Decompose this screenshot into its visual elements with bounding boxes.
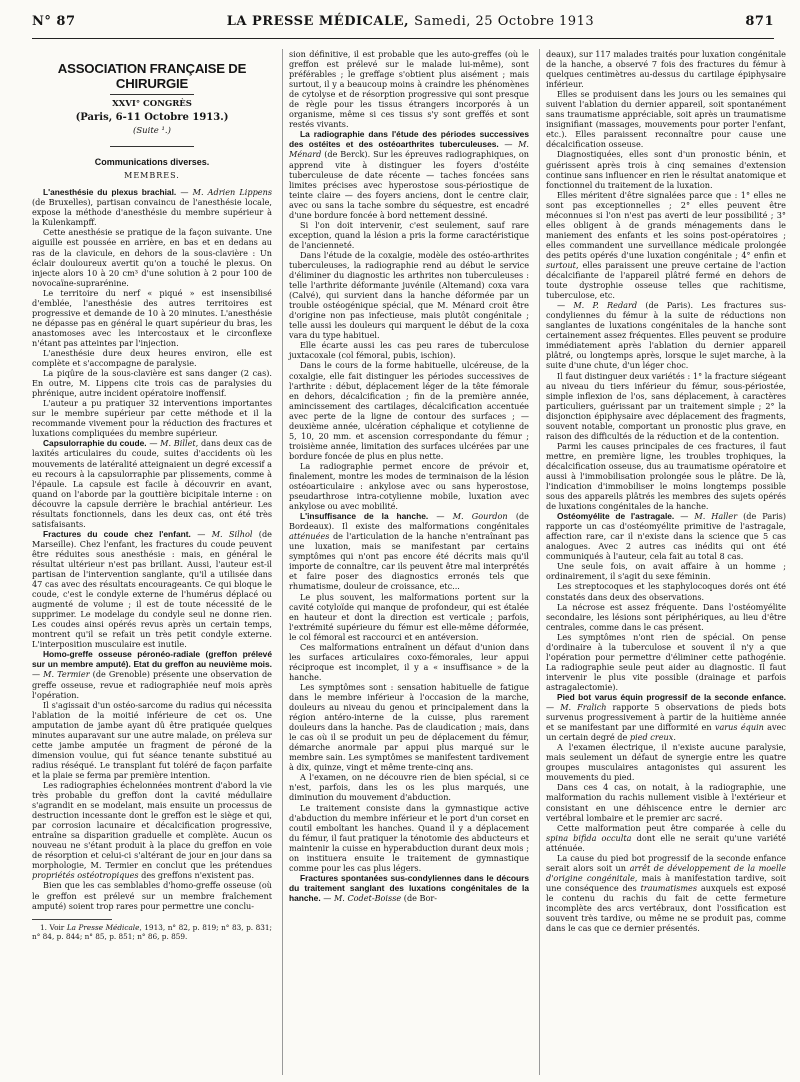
footnote-rule: [32, 919, 112, 920]
paragraph: La cause du pied bot progressif de la seconde enfance serait alors soit un arrêt de développement de la moelle d'origine congénitale, mais à manifestation tardive, soit une conséquence des traumatismes auxquels est exposé le contenu du rachis du fait de cette fermeture incomplète des arcs vertébraux, dont l'ossification est souvent très tardive, ou même ne se produit pas, comme dans le cas que ce dernier présentés.: [546, 852, 786, 934]
issue-date: Samedi, 25 Octobre 1913: [414, 14, 595, 29]
paragraph: Bien que les cas semblables d'homo-greffe osseuse (où le greffon est prélevé sur un membre fraîchement amputé) soient trop rares pour permettre une conclu-: [32, 880, 272, 911]
column-1: [32, 49, 272, 1075]
section-heading: Communications diverses.: [94, 157, 210, 168]
text-columns: [32, 49, 786, 1075]
paragraph: Le traitement consiste dans la gymnastique active d'abduction du membre inférieur et le port d'un corset en coutil emboîtant les hanches. Quand il y a déplacement du fémur, il faut pratiquer la ténotomie des abducteurs et maintenir la cuisse en hyperabduction durant deux mois ; on instituera ensuite le traitement de gymnastique comme pour les cas plus légers.: [289, 802, 529, 873]
paragraph: Il faut distinguer deux variétés : 1° la fracture siégeant au niveau du tiers inférieur du fémur, sous-périostée, simple inflexion de l'os, sans déplacement, à caractères particuliers, guérissant par un traitement simple ; 2° la disjonction épiphysaire avec déplacement des fragments, souvent notable, comportant un pronostic plus grave, en raison des difficultés de la réduction et de la contention.: [546, 370, 786, 441]
paragraph: Dans le cours de la forme habituelle, ulcéreuse, de la coxalgie, elle fait distinguer les périodes successives de l'arthrite : début, déplacement léger de la tête fémorale en dehors, décalcification ; fin de la première année, amincissement des cartilages, décalcification accentuée avec perte de la ligne de contour des surfaces ; — deuxième année, ulcération céphalique et cotylienne de 5, 10, 20 mm. et ascension correspondante du fémur ; troisième année, limitation des surfaces ulcérées par une bordure foncée de plus en plus nette.: [289, 360, 529, 461]
paragraph: Elles se produisent dans les jours ou les semaines qui suivent l'ablation du dernier appareil, soit spontanément sans traumatisme appréciable, soit après un traumatisme insignifiant (massages, mouvements pour porter l'enfant, etc.). Elles paraissent reconnaître pour cause une décalcification osseuse.: [546, 89, 786, 150]
article-title: L'insuffisance de la hanche.: [300, 511, 429, 522]
article-fractures-coude: Fractures du coude chez l'enfant. — M. Silhol (de Marseille). Chez l'enfant, les fractures du coude peuvent être réduites sous anesthésie : mais, en général le résultat ultérieur n'est pas brillant. Aussi, l'auteur est-il partisan de l'intervention sanglante, qu'il a utilisée dans 47 cas avec des résultats encourageants. Ce qui bloque le coude, c'est le condyle externe de l'humérus déplacé ou augmenté de volume ; il est de toute nécessité de le supprimer. Le modelage du condyle seul ne donne rien. Les coudes ainsi opérés revus après un certain temps, montrent qu'il se refait un très petit condyle externe. L'interposition musculaire est inutile.: [32, 528, 272, 650]
paragraph: Il s'agissait d'un ostéo-sarcome du radius qui nécessita l'ablation de la moitié inférieure de cet os. Une amputation de jambe ayant dû être pratiquée quelques minutes auparavant sur une autre malade, on préleva sur cette jambe amputée un fragment de péroné de la dimension voulue, qui fut séance tenante substitué au radius réséqué. Le transplant fut toléré de façon parfaite et la plaie se ferma par première intention.: [32, 699, 272, 780]
paragraph: Les radiographies échelonnées montrent d'abord la vie très probable du greffon dont la cavité médullaire s'agrandit en se modelant, mais ensuite un processus de destruction incessante dont le greffon est le siège et qui, par corrosion lacunaire et décalcification progressive, entraîne sa disparition graduelle et complète. Aucun os nouveau ne s'étant produit à la place du greffon en voie de résorption et celui-ci s'altérant de jour en jour dans sa morphologie, M. Termier en conclut que les prétendues propriétés ostéotropiques des greffons n'existent pas.: [32, 780, 272, 881]
article-author: M. Termier: [43, 669, 90, 680]
article-insuffisance-hanche: L'insuffisance de la hanche. — M. Gourdon (de Bordeaux). Il existe des malformations congénitales atténuées de l'articulation de la hanche n'entraînant pas une luxation, mais se manifestant par certains symptômes qui n'ont pas encore été décrits mais qu'il importe de connaître, car ils peuvent être mal interprétés et faire poser des diagnostics erronés tels que rhumatisme, douleur de croissance, etc...: [289, 511, 529, 592]
column-3: [539, 49, 786, 1075]
article-author: M. Adrien Lippens: [192, 187, 272, 198]
article-title: Fractures spontanées sus-condyliennes dans le décours du traitement sanglant des luxations congénitales de la hanche.: [289, 872, 529, 903]
paragraph: Dans l'étude de la coxalgie, modèle des ostéo-arthrites tuberculeuses, la radiographie rend au début le service d'éliminer du diagnostic les arthrites non tuberculeuses : telle l'arthrite déformante juvénile (Altemand) coxa vara (Calvé), qui survient dans la hanche déformée par un trouble ostéogénique spécial, que M. Ménard croit être d'origine non pas infectieuse, mais plutôt congénitale ; telle aussi les douleurs qui marquent le début de la coxa vara du type habituel.: [289, 249, 529, 341]
paragraph: La nécrose est assez fréquente. Dans l'ostéomyélite secondaire, les lésions sont périphériques, au lieu d'être centrales, comme dans le cas présent.: [546, 601, 786, 632]
paragraph: Les symptômes n'ont rien de spécial. On pense d'ordinaire à la tuberculose et souvent il n'y a que l'opération pour permettre d'éliminer cette pathogénie. La radiographie seule peut aider au diagnostic. Il faut intervenir le plus vite possible (drainage et parfois astragalectomie).: [546, 631, 786, 692]
article-title: La radiographie dans l'étude des périodes successives des ostéites et des ostéoarthrites tuberculeuses.: [289, 129, 529, 150]
article-author: M. Silhol: [211, 528, 253, 539]
article-author: M. Gourdon: [452, 511, 508, 522]
paragraph: Ces malformations entraînent un défaut d'union dans les surfaces articulaires coxo-fémorales, leur appui réciproque est incomplet, il y a « insuffisance » de la hanche.: [289, 641, 529, 682]
section-masthead-title: ASSOCIATION FRANÇAISE DE CHIRURGIE: [57, 61, 247, 91]
paragraph: Cette anesthésie se pratique de la façon suivante. Une aiguille est poussée en arrière, en bas et en dedans au ras de la clavicule, en dehors de la sous-clavière : Un éclair douloureux avertit qu'on a touché le plexus. On injecte alors 10 à 20 cm³ d'une solution à 2 pour 100 de novocaïne-suprarénine.: [32, 227, 272, 288]
article-pied-bot: Pied bot varus équin progressif de la seconde enfance. — M. Fralich rapporte 5 observations de pieds bots survenus progressivement à partir de la huitième année et se manifestant par une difformité en varus équin avec un certain degré de pied creux.: [546, 692, 786, 743]
paragraph: Le plus souvent, les malformations portent sur la cavité cotyloïde qui manque de profondeur, qui est étalée en hauteur et dont la direction est verticale ; parfois, l'extrémité supérieure du fémur est elle-même déformée, le col fémoral est raccourci et en antéversion.: [289, 591, 529, 642]
page-number-left: N° 87: [32, 14, 76, 29]
continued-note: (Suite ¹.): [133, 126, 171, 137]
paragraph-continued: sion définitive, il est probable que les auto-greffes (où le greffon est prélevé sur le malade lui-même), sont préférables ; le greffage s'obtient plus aisément ; mais surtout, il y a beaucoup moins à craindre les phénomènes de cytolyse et de résorption progressive qui sont presque de règle pour les tissus étrangers incorporés à un organisme, même si ces tissus s'y sont greffés et sont restés vivants.: [289, 49, 529, 130]
masthead-rule: [110, 94, 194, 95]
paragraph: La radiographie permet encore de prévoir et, finalement, montre les modes de terminaison de la lésion ostéoarticulaire : ankylose avec ou sans hyperostose, pseudarthrose intra-cotylienne mobile, luxation avec ankylose ou avec mobilité.: [289, 460, 529, 512]
paragraph: L'auteur a pu pratiquer 32 interventions importantes sur le membre supérieur par cette méthode et il la recommande vivement pour la réduction des fractures et luxations compliquées du membre supérieur.: [32, 398, 272, 439]
article-author: M. Ménard: [289, 139, 529, 160]
article-fractures-spontanees: Fractures spontanées sus-condyliennes dans le décours du traitement sanglant des luxations congénitales de la hanche. — M. Codet-Boisse (de Bor-: [289, 872, 529, 903]
article-osteomyelite: Ostéomyélite de l'astragale. — M. Haller (de Paris) rapporte un cas d'ostéomyélite primitive de l'astragale, affection rare, car il n'existe dans la science que 5 cas analogues. Avec 2 autres cas inédits qui ont été communiqués à l'auteur, cela fait au total 8 cas.: [546, 511, 786, 562]
article-title: Ostéomyélite de l'astragale.: [557, 511, 675, 522]
paragraph: Les streptocoques et les staphylocoques dorés ont été constatés dans deux des observations.: [546, 581, 786, 602]
paragraph: Les symptômes sont : sensation habituelle de fatigue dans le membre inférieur à l'occasion de la marche, douleurs au niveau du genou et principalement dans la région antéro-interne de la cuisse, plus rarement douleurs dans la hanche. Pas de claudication ; mais, dans le cas où il se produit un peu de déplacement du fémur, démarche anormale par appui plus marqué sur le membre sain. Les symptômes se manifestent tardivement à dix, quinze, vingt et même trente-cinq ans.: [289, 681, 529, 773]
article-title: Fractures du coude chez l'enfant.: [43, 528, 191, 539]
congress-number: XXVI° CONGRÈS: [112, 99, 192, 109]
article-homo-greffe: Homo-greffe osseuse péronéo-radiale (greffon prélevé sur un membre amputé). Etat du greffon au neuvième mois. — M. Termier (de Grenoble) présente une observation de greffe osseuse, revue et radiographiée neuf mois après l'opération.: [32, 649, 272, 700]
article-author: M. Haller: [694, 511, 738, 522]
article-author: M. Codet-Boisse: [333, 892, 402, 903]
article-title: Capsulorraphie du coude.: [43, 438, 147, 449]
footnote: 1. Voir La Presse Médicale, 1913, n° 82, p. 819; n° 83, p. 831; n° 84, p. 844; n° 85, p. 851; n° 86, p. 859.: [32, 922, 272, 941]
paragraph: Elle écarte aussi les cas peu rares de tuberculose juxtacoxale (col fémoral, pubis, ischion).: [289, 340, 529, 361]
paragraph: Dans ces 4 cas, on notait, à la radiographie, une malformation du rachis nullement visible à l'extérieur et consistant en une déhiscence entre le dernier arc vertébral lombaire et le premier arc sacré.: [546, 782, 786, 823]
article-title: Pied bot varus équin progressif de la seconde enfance.: [557, 692, 786, 702]
header-rule: [32, 38, 774, 39]
paragraph-continued: deaux), sur 117 malades traités pour luxation congénitale de la hanche, a observé 7 fois des fractures du fémur à quelques centimètres au-dessus du cartilage épiphysaire inférieur.: [546, 49, 786, 90]
article-title: L'anesthésie du plexus brachial.: [43, 187, 177, 198]
running-head: [32, 14, 774, 34]
article-anesthesie: L'anesthésie du plexus brachial. — M. Adrien Lippens (de Bruxelles), partisan convaincu de l'anesthésie locale, expose la méthode d'anesthésie du membre supérieur à la Kulenkampff.: [32, 187, 272, 228]
article-author: M. P. Redard: [573, 300, 638, 311]
paragraph: Diagnostiquées, elles sont d'un pronostic bénin, et guérissent après trois à cinq semaines d'extension continue sans influencer en rien le résultat anatomique et fonctionnel du traitement de la luxation.: [546, 149, 786, 190]
paragraph: L'anesthésie dure deux heures environ, elle est complète et s'accompagne de paralysie.: [32, 347, 272, 369]
paragraph: Le territoire du nerf « piqué » est insensibilisé d'emblée, l'anesthésie des autres territoires est progressive et demande de 10 à 20 minutes. L'anesthésie ne dépasse pas en général le quart supérieur du bras, les anastomoses avec les intercostaux et le circonflexe n'étant pas atteintes par l'injection.: [32, 287, 272, 348]
paragraph: Une seule fois, on avait affaire à un homme ; ordinairement, il s'agit du sexe féminin.: [546, 561, 786, 582]
paragraph: Parmi les causes principales de ces fractures, il faut mettre, en première ligne, les troubles trophiques, la décalcification osseuse, dus au traumatisme opératoire et aussi à l'immobilisation prolongée sous le plâtre. De là, l'indication d'immobiliser le moins longtemps possible sous des appareils plâtrés les membres des sujets opérés de luxations congénitales de la hanche.: [546, 440, 786, 512]
subsection-heading: MEMBRES.: [124, 171, 180, 181]
journal-title: LA PRESSE MÉDICALE, Samedi, 25 Octobre 1913: [226, 14, 595, 29]
paragraph: Cette malformation peut être comparée à celle du spina bifida occulta dont elle ne serait qu'une variété atténuée.: [546, 822, 786, 853]
article-author: M. Fralich: [560, 702, 607, 713]
article-title: Homo-greffe osseuse péronéo-radiale (greffon prélevé sur un membre amputé). Etat du greffon au neuvième mois.: [32, 649, 272, 670]
paragraph: A l'examen, on ne découvre rien de bien spécial, si ce n'est, parfois, dans les os les plus marqués, une diminution du mouvement d'abduction.: [289, 772, 529, 803]
paragraph: A l'examen électrique, il n'existe aucune paralysie, mais seulement un défaut de synergie entre les quatre groupes musculaires antagonistes qui assurent les mouvements du pied.: [546, 742, 786, 783]
article-radiographie: La radiographie dans l'étude des périodes successives des ostéites et des ostéoarthrites tuberculeuses. — M. Ménard (de Berck). Sur les épreuves radiographiques, on apprend vite à distinguer les foyers d'ostéite tuberculeuse de date récente — taches foncées sans limites précises avec hyperostose sous-périostique de teinte claire — des foyers anciens, dont le centre clair, avec ou sans la tache sombre du séquestre, est encadré d'une bordure foncée à bord nettement dessiné.: [289, 129, 529, 220]
article-capsulorraphie: Capsulorraphie du coude. — M. Billet, dans deux cas de laxités articulaires du coude, suites d'accidents où les mouvements de latéralité atteignaient un degré excessif a eu recours à la capsulorraphie par plissements, comme à l'épaule. La capsule est facile à découvrir en avant, quand on l'aborde par la gouttière bicipitale interne : on découvre la capsule derrière le brachial antérieur. Les résultats fonctionnels, dans les deux cas, ont été très satisfaisants.: [32, 438, 272, 529]
congress-place-date: (Paris, 6-11 Octobre 1913.): [75, 112, 229, 124]
paragraph: Si l'on doit intervenir, c'est seulement, sauf rare exception, quand la lésion a pris la forme caractéristique de l'ancienneté.: [289, 219, 529, 250]
article-redard: — M. P. Redard (de Paris). Les fractures sus-condyliennes du fémur à la suite de réductions non sanglantes de luxations congénitales de la hanche sont certainement assez fréquentes. Elles peuvent se produire immédiatement après l'ablation du dernier appareil plâtré, ou longtemps après, lorsque le sujet marche, à la suite d'une chute, d'un léger choc.: [546, 300, 786, 371]
paragraph: La piqûre de la sous-clavière est sans danger (2 cas). En outre, M. Lippens cite trois cas de paralysies du phrénique, autre incident opératoire inoffensif.: [32, 368, 272, 399]
masthead-rule-2: [110, 146, 194, 147]
page-number-right: 871: [745, 14, 774, 29]
column-2: [282, 49, 529, 1075]
paragraph: Elles méritent d'être signalées parce que : 1° elles ne sont pas exceptionnelles ; 2° elles peuvent être méconnues si l'on n'est pas averti de leur possibilité ; 3° elles obligent à de grands ménagements dans le maniement des enfants et les soins post-opératoires ; elles commandent une surveillance médicale prolongée des petits opérés d'une luxation congénitale ; 4° enfin et surtout, elles paraissent une preuve certaine de l'action décalcifiante de l'appareil plâtré fermé en dehors de toute dystrophie osseuse telles que rachitisme, tuberculose, etc.: [546, 189, 786, 301]
article-author: M. Billet,: [160, 438, 199, 449]
